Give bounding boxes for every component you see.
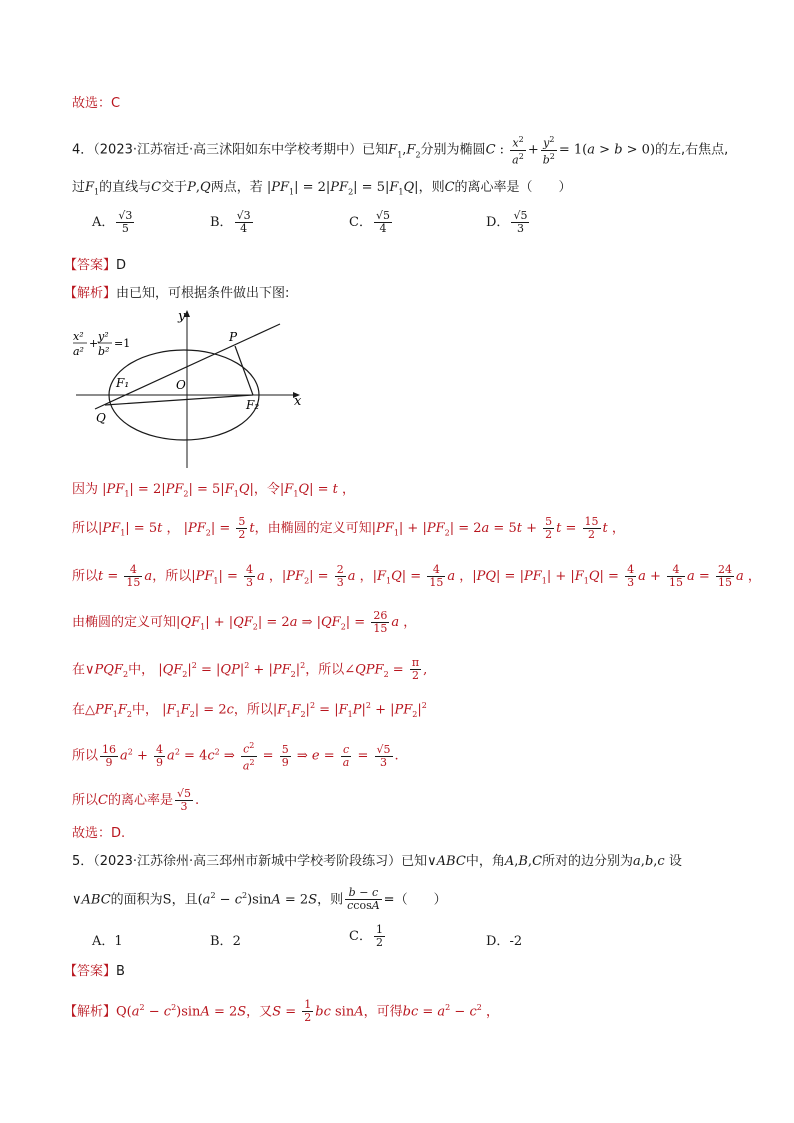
line-qf2: [105, 395, 253, 405]
q4-analysis-intro: [64, 284, 289, 304]
analysis-tag: 【解析】: [64, 1004, 117, 1020]
math-fraction: $\frac{4}{3}$: [246, 563, 254, 589]
option-fraction: [511, 210, 529, 235]
stem-text: 已知: [362, 142, 389, 158]
eq-plus: +: [89, 337, 99, 350]
label-F2: F₂: [246, 398, 260, 412]
option-value: -2: [509, 934, 523, 949]
math-fraction: $\frac{24}{15}$: [717, 563, 732, 589]
math-fraction: $\frac{5}{2}$: [545, 515, 553, 541]
math-fraction: $\frac{4}{9}$: [156, 742, 164, 769]
label-F1: F₁: [116, 376, 130, 390]
option-c: [349, 210, 394, 235]
math-fraction: $\frac{16}{9}$: [102, 742, 117, 769]
analysis-text: ，又: [246, 1004, 273, 1020]
q5-stem-line2: ∨ABC的面积为S，且$(a^2 - c^2)\sin A = 2S$，则 $\frac{b - c}{ccosA}$ =（ ）: [72, 886, 447, 913]
label-x: x: [294, 394, 302, 409]
ellipse-figure: [70, 306, 310, 472]
step-text: 的离心率是: [107, 793, 173, 808]
option-letter: B．: [210, 934, 233, 949]
option-d: [486, 210, 531, 235]
q5-answer: [64, 962, 125, 982]
math-fraction: $\frac{c}{a}$: [342, 742, 350, 769]
stem-text: ，则: [418, 180, 445, 195]
option-fraction: $\frac{1}{2}$: [375, 923, 383, 949]
stem-text: 已知: [401, 854, 428, 869]
label-Q: Q: [96, 411, 106, 425]
step-7: 所以 $\frac{16}{9}$ $a^2$ + $\frac{4}{9}$ $a^2 = 4c^2$ ⇒ $\frac{c^2}{a^2}$ = $\frac{5}{9}$ ⇒ e = $\frac{c}{a}$ = $\frac{√5}{3}$ .: [72, 741, 399, 773]
eq-den2: b²: [98, 345, 110, 358]
math-fraction: $\frac{1}{2}$: [304, 998, 312, 1025]
step-text: 因为: [72, 482, 99, 497]
option-letter: C．: [349, 215, 372, 230]
q3-conclusion: [72, 94, 120, 114]
analysis-text: ，可得: [363, 1004, 403, 1020]
step-text: 所以: [72, 748, 99, 764]
option-numerator: √3: [118, 209, 133, 222]
q4-stem-line2: 过$F_1$的直线与C交于P,Q两点，若 $|PF_1| = 2|PF_2| = 5|F_1Q|$，则C的离心率是（ ）: [72, 180, 572, 197]
stem-text: 两点，若: [210, 180, 263, 195]
math-fraction: $\frac{b - c}{ccosA}$: [347, 886, 380, 913]
step-2: 所以$|PF_1| = 5t$ ， $|PF_2|$ = $\frac{5}{2}$ t，由椭圆的定义可知$|PF_1| + |PF_2| = 2a = 5t$ + $\frac{5}{2}$ t = $\frac{15}{2}$ t ，: [72, 515, 625, 541]
math-fraction: $\frac{√5}{3}$: [376, 742, 391, 769]
option-letter: C．: [349, 929, 372, 944]
math-fraction: $\frac{15}{2}$: [584, 515, 599, 541]
option-denominator: 4: [240, 222, 248, 235]
option-letter: D．: [486, 934, 510, 949]
math-fraction: $\frac{4}{15}$: [669, 563, 684, 589]
step-text: ，所以: [305, 662, 345, 678]
math-fraction: $\frac{4}{15}$: [126, 563, 141, 589]
step-text: ，由椭圆的定义可知: [254, 521, 372, 536]
step-text: 所以: [72, 569, 99, 584]
stem-text: ，且: [171, 892, 198, 908]
math-fraction: $\frac{c^2}{a^2}$: [242, 741, 255, 773]
option-numerator: √3: [236, 209, 251, 222]
q4-answer: [64, 256, 126, 276]
question-number: 5．: [72, 854, 94, 869]
analysis-text: 由已知，可根据条件做出下图:: [116, 286, 290, 301]
step-text: 所以: [72, 521, 99, 536]
conclusion-answer: C: [111, 96, 121, 111]
math-fraction: $\frac{x^2}{a^2}$: [512, 135, 524, 167]
step-text: ，所以: [233, 702, 273, 718]
option-value: 1: [114, 934, 123, 949]
step-5: 在$\vee PQF_2$中， $|QF_2|^2 = |QP|^2 + |PF_2|^2$，所以$\angle QPF_2$ = $\frac{\pi}{2}$ ,: [72, 656, 428, 683]
stem-text: ，则: [317, 892, 344, 908]
option-b: [210, 210, 255, 235]
step-text: 中，: [128, 662, 155, 678]
step-text: 在: [72, 662, 86, 678]
stem-text: 所对的边分别为: [542, 854, 634, 869]
q4-stem-line1: 4．（2023·江苏宿迁·高三沭阳如东中学校考期中）已知$F_1,F_2$分别为椭圆C : $\frac{x^2}{a^2}$ + $\frac{y^2}{b^2}$ = 1(a > b > 0)的左,右焦点,: [72, 135, 729, 167]
option-letter: D．: [486, 215, 510, 230]
option-numerator: √5: [375, 209, 390, 222]
option-c: [349, 924, 387, 949]
question-source: （2023·江苏徐州·高三邳州市新城中学校考阶段练习）: [93, 854, 402, 869]
stem-text: 的左,右焦点,: [655, 142, 729, 158]
question-source: （2023·江苏宿迁·高三沭阳如东中学校考期中）: [93, 142, 363, 158]
math-fraction: $\frac{4}{3}$: [627, 563, 635, 589]
math-fraction: $\frac{4}{15}$: [429, 563, 444, 589]
step-3: 所以t = $\frac{4}{15}$ a，所以$|PF_1|$ = $\frac{4}{3}$ a ，$|PF_2|$ = $\frac{2}{3}$ a ，$|F_1Q|$ = $\frac{4}{15}$ a ，$|PQ| = |PF_1| + |F_1Q|$ = $\frac{4}{3}$ a + $\frac{4}{15}$ a = $\frac{24}{15}$ a ，: [72, 563, 761, 589]
math-fraction: $\frac{26}{15}$: [373, 609, 388, 635]
step-text: 由椭圆的定义可知: [72, 615, 177, 630]
conclusion-label: 故选：: [72, 826, 112, 841]
answer-value: D: [116, 258, 127, 273]
step-8: 所以C的离心率是 $\frac{√5}{3}$ .: [72, 787, 200, 813]
option-letter: A．: [92, 215, 115, 230]
option-letter: A．: [92, 934, 115, 949]
option-fraction: [235, 210, 253, 235]
option-letter: B．: [210, 215, 233, 230]
stem-text: 设: [668, 854, 682, 869]
step-4: 由椭圆的定义可知$|QF_1| + |QF_2| = 2a$ ⇒ $|QF_2|$ = $\frac{26}{15}$ a ，: [72, 609, 417, 635]
label-equation: x²: [73, 330, 84, 343]
step-6: 在$\triangle PF_1F_2$中， $|F_1F_2| = 2c$，所以$|F_1F_2|^2 = |F_1P|^2 + |PF_2|^2$: [72, 701, 427, 719]
answer-tag: 【答案】: [64, 258, 117, 273]
q5-stem-line1: 5．（2023·江苏徐州·高三邳州市新城中学校考阶段练习）已知∨ABC中，角A,B,C所对的边分别为a,b,c 设: [72, 854, 682, 869]
math-fraction: $\frac{\pi}{2}$: [411, 656, 420, 683]
math-fraction: $\frac{√5}{3}$: [176, 787, 191, 813]
stem-text: 交于: [161, 180, 188, 195]
stem-text: 的直线与: [99, 180, 152, 195]
stem-text: =（ ）: [383, 892, 447, 908]
eq-den: a²: [73, 345, 84, 358]
stem-text: 中，角: [465, 854, 505, 869]
label-O: O: [176, 378, 186, 392]
q4-conclusion: [72, 824, 125, 844]
option-fraction: [374, 210, 392, 235]
q5-analysis: 【解析】$Q(a^2 - c^2)\sin A = 2S$，又S = $\frac{1}{2}$ bc sinA，可得bc = $a^2 - c^2$ ，: [64, 998, 499, 1025]
option-numerator: √5: [513, 209, 528, 222]
option-denominator: 3: [516, 222, 524, 235]
answer-value: B: [116, 964, 125, 979]
conclusion-label: 故选：: [72, 96, 112, 111]
label-y: y: [178, 309, 186, 324]
math-fraction: $\frac{y^2}{b^2}$: [542, 135, 555, 167]
math-fraction: $\frac{2}{3}$: [336, 563, 344, 589]
step-text: ，令: [253, 482, 280, 497]
option-a: [92, 210, 136, 235]
step-text: 在: [72, 702, 86, 718]
stem-text: 的离心率是（ ）: [454, 180, 572, 195]
step-1: 因为 $|PF_1| = 2|PF_2| = 5|F_1Q|$，令$|F_1Q| = t$ ，: [72, 482, 355, 499]
option-d: [486, 930, 522, 949]
math-fraction: $\frac{5}{9}$: [281, 742, 289, 769]
label-P: P: [229, 330, 238, 344]
stem-text: 的面积为: [110, 892, 163, 908]
answer-tag: 【答案】: [64, 964, 117, 979]
option-denominator: 5: [121, 222, 129, 235]
eq-num2: y²: [98, 330, 109, 343]
eq-eq: =1: [114, 337, 131, 350]
option-fraction: [116, 210, 134, 235]
stem-text: 分别为椭圆: [420, 142, 486, 158]
step-text: 中，: [132, 702, 159, 718]
option-b: [210, 930, 241, 949]
stem-text: 过: [72, 180, 86, 195]
conclusion-answer: D.: [111, 826, 126, 841]
option-a: [92, 930, 123, 949]
math-fraction: $\frac{5}{2}$: [238, 515, 246, 541]
analysis-tag: 【解析】: [64, 286, 117, 301]
option-denominator: 4: [379, 222, 387, 235]
step-text: ，所以: [152, 569, 192, 584]
line-pf2: [235, 346, 253, 395]
step-text: 所以: [72, 793, 99, 808]
question-number: 4．: [72, 142, 94, 158]
option-value: 2: [232, 934, 241, 949]
